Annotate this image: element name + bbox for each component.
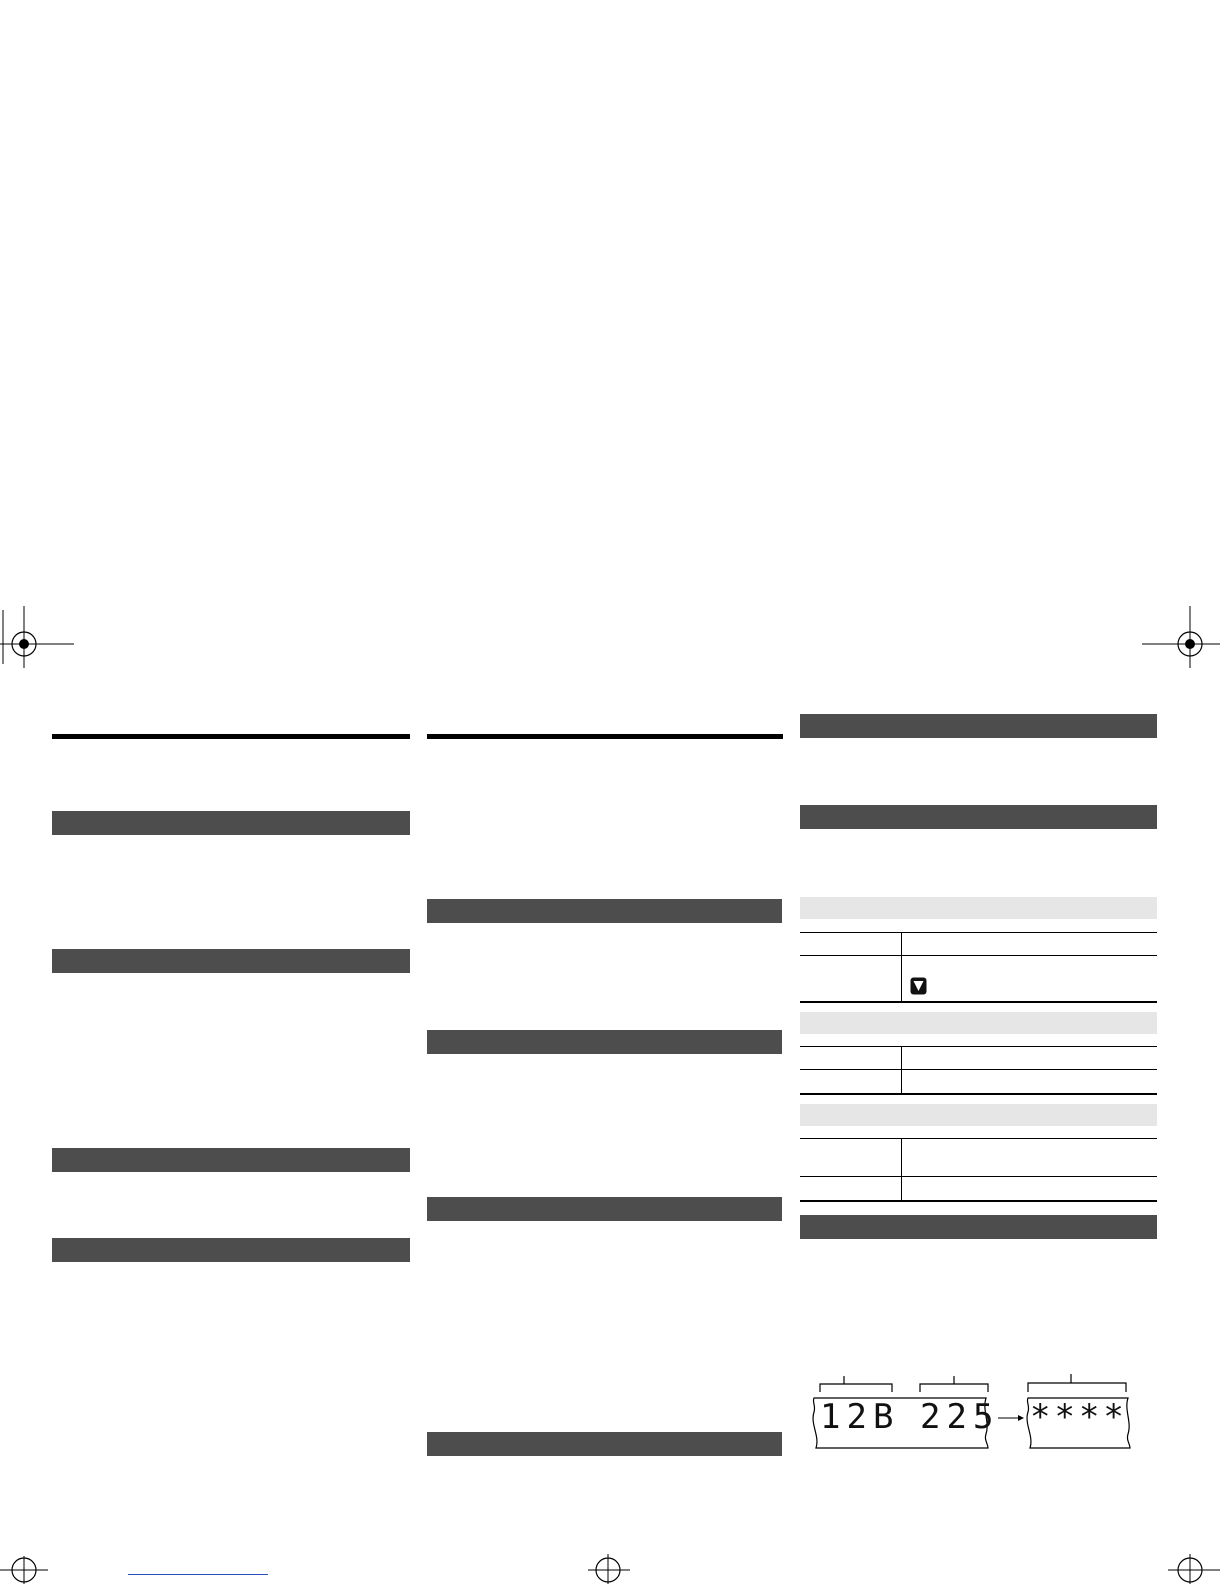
- table-2-rule-bottom: [800, 1093, 1157, 1095]
- registration-mark-top-left-icon: [0, 600, 80, 670]
- table-2-rule-mid: [800, 1069, 1157, 1070]
- table-2-header-row: [800, 1012, 1157, 1034]
- table-2-rule-top: [800, 1046, 1157, 1047]
- table-3-header-row: [800, 1104, 1157, 1126]
- column-1-heading-bar-3: [52, 1148, 410, 1172]
- display-segment-masked: ****: [1030, 1397, 1128, 1437]
- table-3-rule-mid: [800, 1176, 1157, 1177]
- column-3-heading-bar-3: [800, 1215, 1157, 1239]
- table-2-column-divider: [901, 1046, 902, 1094]
- column-2-title-rule: [427, 734, 783, 739]
- column-3-heading-bar-1: [800, 714, 1157, 738]
- display-segment-left: 12B: [820, 1397, 900, 1437]
- column-2-heading-bar-1: [427, 899, 782, 923]
- registration-mark-bottom-center-icon: [584, 1550, 634, 1584]
- column-1-heading-bar-1: [52, 811, 410, 835]
- column-3-heading-bar-2: [800, 805, 1157, 829]
- table-3-column-divider: [901, 1138, 902, 1201]
- column-1-title-rule: [52, 734, 410, 739]
- column-1-heading-bar-2: [52, 949, 410, 973]
- table-1-column-divider: [901, 932, 902, 1002]
- column-2-heading-bar-2: [427, 1030, 782, 1054]
- footer-link-underline[interactable]: [128, 1574, 268, 1575]
- column-2-heading-bar-3: [427, 1197, 782, 1221]
- registration-mark-top-right-icon: [1140, 600, 1224, 670]
- table-3-rule-bottom: [800, 1200, 1157, 1202]
- registration-mark-bottom-right-icon: [1164, 1550, 1224, 1584]
- table-1-rule-top: [800, 932, 1157, 933]
- table-1-rule-bottom: [800, 1001, 1157, 1003]
- column-1-heading-bar-4: [52, 1238, 410, 1262]
- table-3-rule-top: [800, 1138, 1157, 1139]
- display-segment-right: 225: [920, 1397, 1000, 1437]
- table-1-rule-mid: [800, 955, 1157, 956]
- table-1-header-row: [800, 897, 1157, 919]
- registration-mark-bottom-left-icon: [0, 1550, 60, 1584]
- down-triangle-icon: [910, 977, 927, 995]
- column-2-heading-bar-4: [427, 1432, 782, 1456]
